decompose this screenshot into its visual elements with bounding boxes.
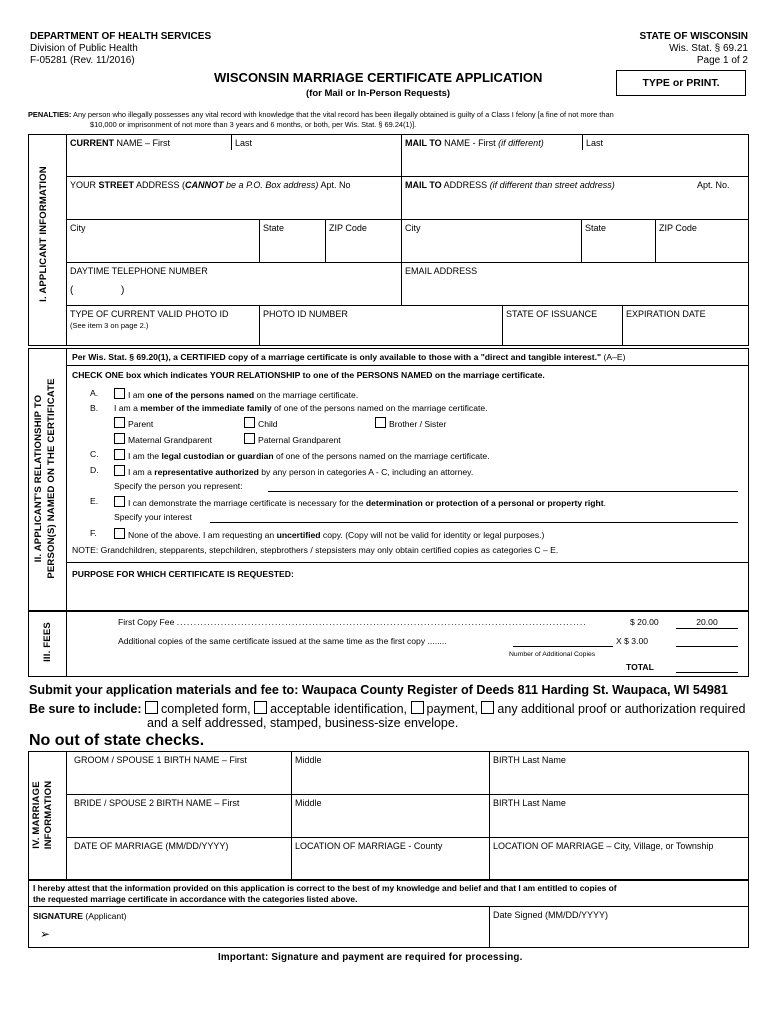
specify-person-line[interactable] — [268, 491, 738, 492]
zip-label: ZIP Code — [329, 223, 367, 233]
checkbox-sibling[interactable] — [375, 417, 386, 428]
checkbox-parent[interactable] — [114, 417, 125, 428]
statute-ref: Wis. Stat. § 69.21 — [669, 43, 748, 54]
first-copy-amount: $ 20.00 — [630, 617, 659, 627]
bride-middle-label: Middle — [295, 798, 322, 808]
signature-arrow-icon: ➢ — [40, 927, 51, 941]
checkbox-child[interactable] — [244, 417, 255, 428]
form-title: WISCONSIN MARRIAGE CERTIFICATE APPLICATION — [214, 70, 543, 85]
total-label: TOTAL — [626, 662, 654, 672]
phone-area-open: ( — [70, 285, 74, 296]
form-number: F-05281 (Rev. 11/2016) — [30, 55, 135, 66]
no-out-of-state-checks: No out of state checks. — [29, 732, 205, 749]
specify-person-label: Specify the person you represent: — [114, 481, 243, 491]
street-address-label: YOUR STREET ADDRESS (CANNOT be a P.O. Box address) Apt. No — [70, 180, 351, 190]
penalties-label: PENALTIES: — [28, 110, 72, 119]
photo-id-number-label: PHOTO ID NUMBER — [263, 309, 348, 319]
penalties-line2: $10,000 or imprisonment of not more than 3 years and 6 months, or both, per Wis. Stat. § 69.24(1)]. — [90, 120, 417, 129]
num-copies-caption: Number of Additional Copies — [509, 651, 596, 658]
section-marriage-info — [28, 751, 749, 880]
checkbox-completed-form[interactable] — [145, 701, 158, 714]
checkbox-c[interactable] — [114, 449, 125, 460]
attest-line1: I hereby attest that the information provided on this application is correct to the best of my knowledge and belief and that I am entitled to copies of — [33, 883, 617, 893]
specify-interest-line[interactable] — [210, 522, 738, 523]
section1-title: I. APPLICANT INFORMATION — [38, 166, 49, 302]
option-a[interactable]: I am one of the persons named on the marriage certificate. — [114, 388, 358, 401]
penalties-line1: Any person who illegally possesses any vital record with knowledge that the vital record has been illegally obtained is guilty of a Class I felony [a fine of not more than — [73, 110, 614, 119]
be-sure-include: Be sure to include: completed form, acceptable identification, payment, any additional proof or authorization required — [29, 702, 746, 716]
email-field[interactable] — [405, 280, 745, 300]
location-county-label: LOCATION OF MARRIAGE - County — [295, 841, 443, 851]
phone-label: DAYTIME TELEPHONE NUMBER — [70, 266, 208, 276]
option-d[interactable]: I am a representative authorized by any person in categories A - C, including an attorney. — [114, 465, 473, 478]
state-name: STATE OF WISCONSIN — [639, 31, 748, 42]
additional-copies-label: Additional copies of the same certificate issued at the same time as the first copy ........ — [118, 636, 447, 646]
current-name-field[interactable] — [70, 152, 395, 172]
checkbox-additional-proof[interactable] — [481, 701, 494, 714]
option-b-letter: B. — [90, 403, 99, 413]
option-a-letter: A. — [90, 388, 99, 398]
checkbox-d[interactable] — [114, 465, 125, 476]
form-subtitle: (for Mail or In-Person Requests) — [306, 88, 451, 99]
attest-line2: the requested marriage certificate in accordance with the categories listed above. — [33, 894, 358, 904]
location-city-label: LOCATION OF MARRIAGE – City, Village, or Township — [493, 841, 714, 851]
checkbox-paternal[interactable] — [244, 433, 255, 444]
important-note: Important: Signature and payment are required for processing. — [218, 952, 523, 963]
envelope-note: and a self addressed, stamped, business-size envelope. — [147, 716, 459, 730]
statute-statement: Per Wis. Stat. § 69.20(1), a CERTIFIED copy of a marriage certificate is only available to those with a "direct and tangible interest." (A–E) — [72, 352, 626, 362]
option-c[interactable]: I am the legal custodian or guardian of one of the persons named on the marriage certificate. — [114, 449, 490, 462]
first-copy-total[interactable]: 20.00 — [676, 617, 738, 629]
option-c-letter: C. — [90, 449, 99, 459]
checkbox-payment[interactable] — [411, 701, 424, 714]
signature-field[interactable] — [60, 924, 480, 946]
additional-copies-total[interactable] — [676, 646, 738, 647]
section4-title: IV. MARRIAGE INFORMATION — [31, 780, 54, 850]
groom-name-label: GROOM / SPOUSE 1 BIRTH NAME – First — [74, 755, 247, 765]
total-field[interactable] — [676, 672, 738, 673]
date-signed-field[interactable] — [493, 924, 743, 946]
option-parent[interactable]: Parent — [114, 417, 153, 430]
additional-copies-rate: X $ 3.00 — [616, 636, 649, 646]
check-one-instruction: CHECK ONE box which indicates YOUR RELATIONSHIP to one of the PERSONS NAMED on the marriage certificate. — [72, 370, 545, 380]
mailto-city-label: City — [405, 223, 421, 233]
checkbox-f[interactable] — [114, 528, 125, 539]
purpose-label: PURPOSE FOR WHICH CERTIFICATE IS REQUESTED: — [72, 569, 294, 579]
mailto-state-label: State — [585, 223, 607, 233]
page-number: Page 1 of 2 — [696, 55, 748, 66]
email-label: EMAIL ADDRESS — [405, 266, 478, 276]
checkbox-a[interactable] — [114, 388, 125, 399]
see-item-note: (See item 3 on page 2.) — [70, 321, 149, 330]
checkbox-acceptable-id[interactable] — [254, 701, 267, 714]
specify-interest-label: Specify your interest — [114, 512, 192, 522]
option-f-letter: F. — [90, 528, 97, 538]
mailto-name-label: MAIL TO NAME - First (if different) — [405, 138, 544, 148]
state-issuance-label: STATE OF ISSUANCE — [506, 309, 598, 319]
mailto-address-label: MAIL TO ADDRESS (if different than street address) — [405, 180, 615, 190]
relationship-note: NOTE: Grandchildren, stepparents, stepchildren, stepbrothers / stepsisters may only obtain certified copies as categories C – E. — [72, 545, 559, 555]
purpose-field[interactable] — [72, 582, 742, 608]
section2-title: II. APPLICANT'S RELATIONSHIP TO PERSON(S) NAMED ON THE CERTIFICATE — [33, 378, 57, 579]
option-child[interactable]: Child — [244, 417, 278, 430]
city-label: City — [70, 223, 86, 233]
current-last-label: Last — [235, 138, 253, 148]
option-b: I am a member of the immediate family of one of the persons named on the marriage certificate. — [114, 403, 488, 413]
checkbox-e[interactable] — [114, 496, 125, 507]
option-paternal[interactable]: Paternal Grandparent — [244, 433, 341, 446]
option-maternal[interactable]: Maternal Grandparent — [114, 433, 212, 446]
option-d-letter: D. — [90, 465, 99, 475]
phone-area-close: ) — [121, 285, 125, 296]
additional-copies-field[interactable] — [513, 646, 613, 647]
mailto-name-field[interactable] — [405, 152, 745, 172]
mailto-last-label: Last — [586, 138, 604, 148]
expiration-label: EXPIRATION DATE — [626, 309, 706, 319]
submit-instructions: Submit your application materials and fee to: Waupaca County Register of Deeds 811 Harding St. Waupaca, WI 54981 — [29, 683, 728, 697]
option-f[interactable]: None of the above. I am requesting an uncertified copy. (Copy will not be valid for identity or legal purposes.) — [114, 528, 544, 541]
street-address-field[interactable] — [70, 194, 395, 216]
current-name-label: CURRENT NAME – First — [70, 138, 171, 148]
type-print-box — [616, 70, 746, 96]
date-signed-label: Date Signed (MM/DD/YYYY) — [493, 910, 609, 920]
option-sibling[interactable]: Brother / Sister — [375, 417, 446, 430]
option-e-letter: E. — [90, 496, 99, 506]
option-e[interactable]: I can demonstrate the marriage certificate is necessary for the determination or protection of a personal or property right. — [114, 496, 606, 509]
mailto-address-field[interactable] — [405, 194, 745, 216]
signature-label: SIGNATURE (Applicant) — [33, 911, 127, 921]
type-print-label: TYPE or PRINT. — [642, 77, 720, 89]
groom-middle-label: Middle — [295, 755, 322, 765]
checkbox-maternal[interactable] — [114, 433, 125, 444]
photo-id-type-label: TYPE OF CURRENT VALID PHOTO ID — [70, 309, 229, 319]
date-marriage-label: DATE OF MARRIAGE (MM/DD/YYYY) — [74, 841, 229, 851]
bride-name-label: BRIDE / SPOUSE 2 BIRTH NAME – First — [74, 798, 240, 808]
department-name: DEPARTMENT OF HEALTH SERVICES — [30, 31, 212, 42]
mailto-zip-label: ZIP Code — [659, 223, 697, 233]
state-label: State — [263, 223, 285, 233]
mailto-apt-label: Apt. No. — [697, 180, 730, 190]
penalties — [28, 110, 614, 130]
phone-field[interactable] — [130, 280, 395, 300]
first-copy-label: First Copy Fee ......................................................................................................................... — [118, 617, 587, 627]
bride-last-label: BIRTH Last Name — [493, 798, 566, 808]
groom-last-label: BIRTH Last Name — [493, 755, 566, 765]
division-name: Division of Public Health — [30, 43, 138, 54]
section3-title: III. FEES — [42, 622, 53, 662]
